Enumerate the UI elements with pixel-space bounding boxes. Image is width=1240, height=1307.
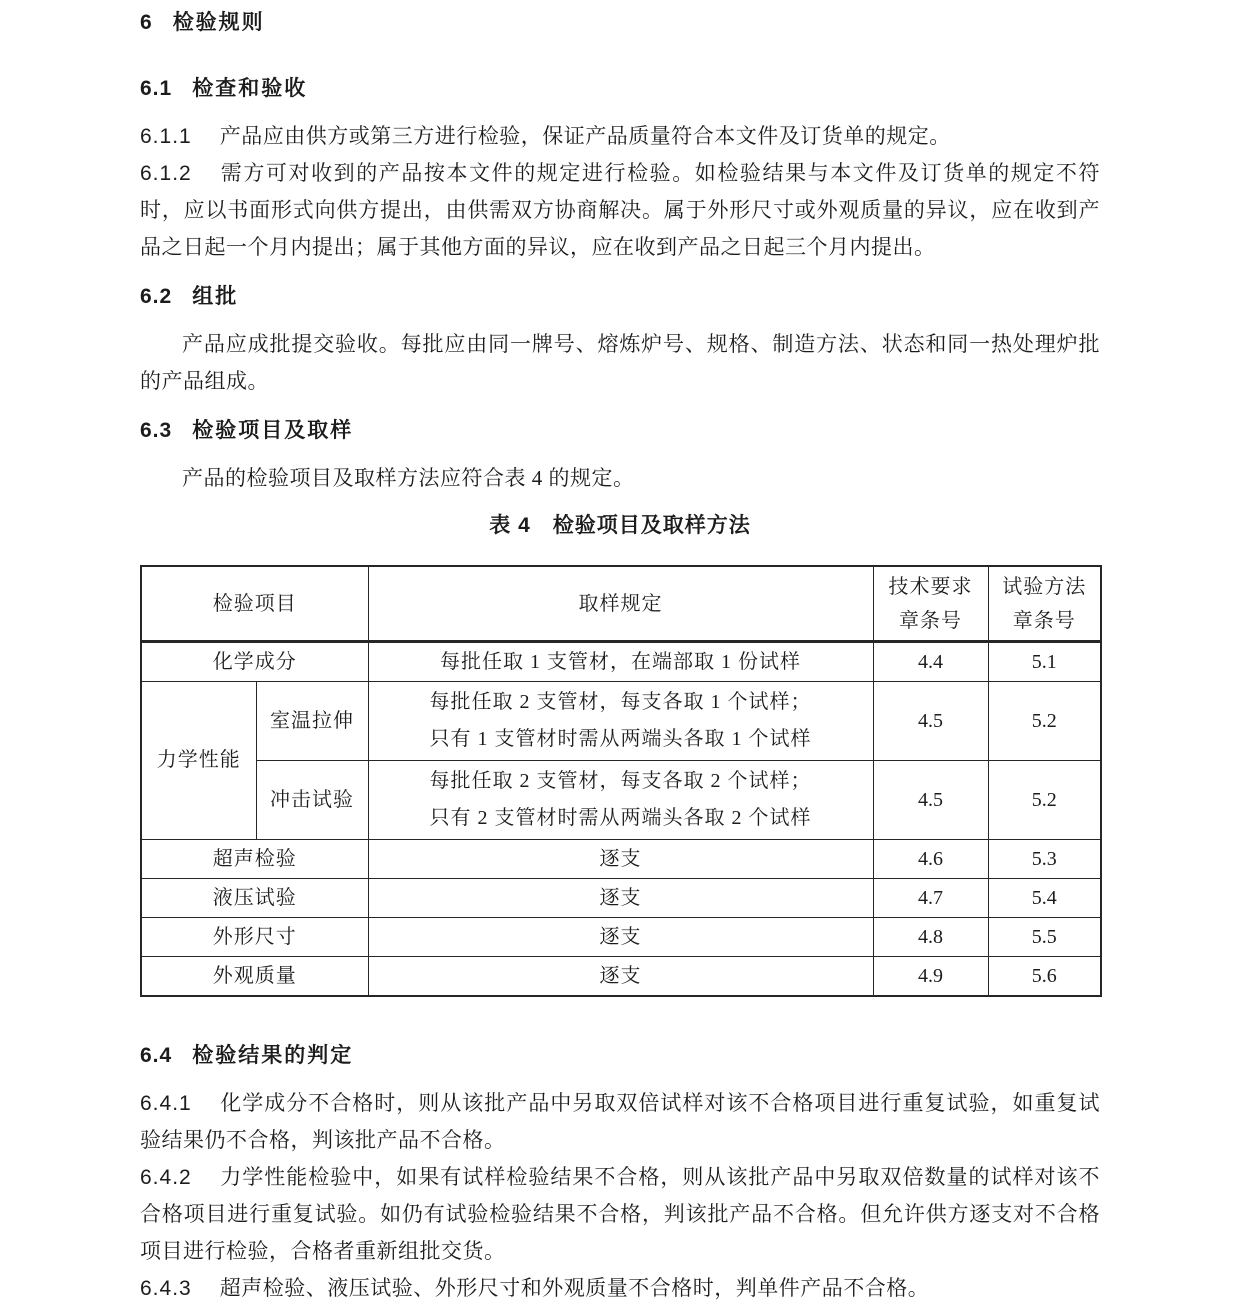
cell-item: 室温拉伸 [256,682,368,761]
table-row-ultrasonic [141,840,1101,879]
table-row-tensile [141,682,1101,761]
clause-6-4-2 [140,1159,1100,1270]
section-heading-6-2 [140,282,1100,312]
cell-sampling: 逐支 [368,918,873,957]
cell-tech-ref: 4.5 [873,761,988,840]
sampling-line2: 只有 1 支管材时需从两端头各取 1 个试样 [429,728,812,750]
header-tech-line2: 章条号 [899,609,962,632]
chapter-heading [140,8,1100,38]
sampling-line2: 只有 2 支管材时需从两端头各取 2 个试样 [429,807,812,829]
chapter-number: 6 [140,11,153,34]
cell-method-ref: 5.2 [988,682,1101,761]
table-header-row [141,566,1101,642]
cell-item: 化学成分 [141,642,368,682]
section-heading-6-3 [140,416,1100,446]
cell-method-ref: 5.2 [988,761,1101,840]
cell-sampling: 每批任取 1 支管材，在端部取 1 份试样 [368,642,873,682]
clause-text: 超声检验、液压试验、外形尺寸和外观质量不合格时，判单件产品不合格。 [219,1276,930,1300]
clause-text: 产品应由供方或第三方进行检验，保证产品质量符合本文件及订货单的规定。 [219,124,951,148]
table-row-appearance [141,957,1101,997]
header-item: 检验项目 [141,566,368,642]
clause-text: 力学性能检验中，如果有试样检验结果不合格，则从该批产品中另取双倍数量的试样对该不合格项目进行重复试验。如仍有试验检验结果不合格，判该批产品不合格。但允许供方逐支对不合格项目进行检验，合格者重新组批交货。 [140,1165,1100,1263]
paragraph-6-3: 产品的检验项目及取样方法应符合表 4 的规定。 [182,466,635,490]
table-row-impact [141,761,1101,840]
clause-6-1-2 [140,155,1100,266]
table-4-inspection-items [140,565,1102,997]
cell-tech-ref: 4.9 [873,957,988,997]
cell-method-ref: 5.6 [988,957,1101,997]
cell-sampling [368,761,873,840]
clause-number: 6.4.2 [140,1166,192,1189]
table-row-dimensions [141,918,1101,957]
section-title: 检验结果的判定 [192,1044,354,1067]
sampling-line1: 每批任取 2 支管材，每支各取 1 个试样； [429,691,812,713]
clause-6-4-3 [140,1270,1100,1307]
section-number: 6.3 [140,419,173,442]
cell-item: 冲击试验 [256,761,368,840]
section-title: 组批 [192,285,239,308]
header-tech-requirement [873,566,988,642]
header-test-method [988,566,1101,642]
cell-tech-ref: 4.7 [873,879,988,918]
table-row-chemical [141,642,1101,682]
cell-group-mechanical: 力学性能 [141,682,256,840]
cell-method-ref: 5.4 [988,879,1101,918]
header-method-line1: 试验方法 [1002,575,1087,598]
clause-text: 需方可对收到的产品按本文件的规定进行检验。如检验结果与本文件及订货单的规定不符时，应以书面形式向供方提出，由供需双方协商解决。属于外形尺寸或外观质量的异议，应在收到产品之日起一个月内提出；属于其他方面的异议，应在收到产品之日起三个月内提出。 [140,161,1100,259]
cell-item: 外形尺寸 [141,918,368,957]
table-caption: 表 4 检验项目及取样方法 [489,514,751,537]
section-number: 6.4 [140,1044,173,1067]
cell-method-ref: 5.5 [988,918,1101,957]
clause-6-1-1 [140,118,1100,155]
chapter-title: 检验规则 [172,11,265,34]
clause-number: 6.4.1 [140,1092,192,1115]
cell-method-ref: 5.3 [988,840,1101,879]
paragraph-6-2: 产品应成批提交验收。每批应由同一牌号、熔炼炉号、规格、制造方法、状态和同一热处理炉批的产品组成。 [140,332,1100,393]
section-title: 检验项目及取样 [192,419,354,442]
clause-text: 化学成分不合格时，则从该批产品中另取双倍试样对该不合格项目进行重复试验，如重复试验结果仍不合格，判该批产品不合格。 [140,1091,1100,1152]
cell-sampling [368,682,873,761]
clause-number: 6.1.1 [140,125,192,148]
cell-tech-ref: 4.6 [873,840,988,879]
cell-tech-ref: 4.8 [873,918,988,957]
cell-tech-ref: 4.4 [873,642,988,682]
cell-sampling: 逐支 [368,840,873,879]
header-tech-line1: 技术要求 [888,575,973,598]
cell-sampling: 逐支 [368,879,873,918]
table-row-hydraulic [141,879,1101,918]
cell-item: 外观质量 [141,957,368,997]
cell-tech-ref: 4.5 [873,682,988,761]
section-heading-6-4 [140,1041,1100,1071]
sampling-line1: 每批任取 2 支管材，每支各取 2 个试样； [429,770,812,792]
clause-number: 6.1.2 [140,162,192,185]
cell-sampling: 逐支 [368,957,873,997]
header-method-line2: 章条号 [1012,609,1076,632]
cell-item: 超声检验 [141,840,368,879]
cell-method-ref: 5.1 [988,642,1101,682]
header-sampling: 取样规定 [368,566,873,642]
clause-number: 6.4.3 [140,1277,192,1300]
clause-6-4-1 [140,1085,1100,1159]
section-number: 6.2 [140,285,173,308]
section-heading-6-1 [140,74,1100,104]
section-number: 6.1 [140,77,173,100]
cell-item: 液压试验 [141,879,368,918]
section-title: 检查和验收 [192,77,308,100]
